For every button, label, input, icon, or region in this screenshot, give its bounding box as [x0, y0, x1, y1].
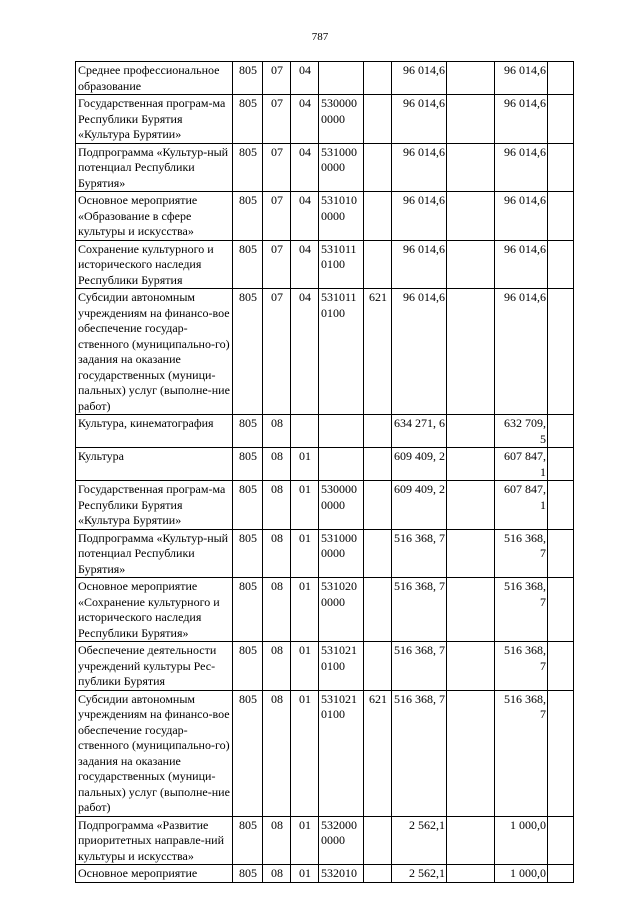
empty-cell: [447, 690, 495, 816]
amount-2-cell: 1 000,0: [495, 865, 548, 883]
target-article-cell: 531021 0100: [319, 642, 364, 691]
subsection-cell: 01: [291, 481, 319, 530]
section-cell: 07: [263, 240, 291, 289]
subsection-cell: 04: [291, 62, 319, 95]
grbs-cell: 805: [233, 481, 263, 530]
empty-cell: [548, 642, 574, 691]
section-cell: 08: [263, 578, 291, 642]
target-article-cell: 531010 0000: [319, 192, 364, 241]
amount-1-cell: 516 368, 7: [392, 690, 447, 816]
target-article-cell: 531020 0000: [319, 578, 364, 642]
grbs-cell: 805: [233, 578, 263, 642]
subsection-cell: 04: [291, 143, 319, 192]
grbs-cell: 805: [233, 192, 263, 241]
empty-cell: [447, 192, 495, 241]
empty-cell: [548, 529, 574, 578]
amount-2-cell: 516 368, 7: [495, 690, 548, 816]
expense-type-cell: [364, 816, 392, 865]
amount-2-cell: 607 847, 1: [495, 448, 548, 481]
empty-cell: [548, 62, 574, 95]
row-name-cell: Основное мероприятие «Сохранение культурного и исторического наследия Республики Бурятия»: [76, 578, 233, 642]
table-row: [76, 816, 574, 865]
subsection-cell: 01: [291, 865, 319, 883]
row-name-cell: Основное мероприятие: [76, 865, 233, 883]
subsection-cell: 01: [291, 578, 319, 642]
row-name-cell: Среднее профессиональное образование: [76, 62, 233, 95]
expense-type-cell: [364, 143, 392, 192]
grbs-cell: 805: [233, 240, 263, 289]
row-name-cell: Государственная програм-ма Республики Бурятия «Культура Бурятии»: [76, 95, 233, 144]
row-name-cell: Обеспечение деятельности учреждений культуры Рес-публики Бурятия: [76, 642, 233, 691]
amount-2-cell: 96 014,6: [495, 192, 548, 241]
section-cell: 08: [263, 529, 291, 578]
empty-cell: [447, 529, 495, 578]
table-row: [76, 690, 574, 816]
amount-2-cell: 516 368, 7: [495, 578, 548, 642]
budget-table: [75, 61, 574, 883]
table-row: [76, 578, 574, 642]
expense-type-cell: [364, 448, 392, 481]
target-article-cell: 531021 0100: [319, 690, 364, 816]
amount-2-cell: 96 014,6: [495, 62, 548, 95]
empty-cell: [548, 415, 574, 448]
empty-cell: [447, 240, 495, 289]
table-row: [76, 481, 574, 530]
empty-cell: [447, 481, 495, 530]
table-row: [76, 95, 574, 144]
expense-type-cell: [364, 240, 392, 289]
amount-1-cell: 96 014,6: [392, 289, 447, 415]
amount-1-cell: 96 014,6: [392, 62, 447, 95]
section-cell: 08: [263, 448, 291, 481]
empty-cell: [447, 415, 495, 448]
section-cell: 07: [263, 192, 291, 241]
subsection-cell: 04: [291, 95, 319, 144]
page-number: 787: [311, 31, 329, 43]
grbs-cell: 805: [233, 143, 263, 192]
amount-2-cell: 516 368, 7: [495, 642, 548, 691]
section-cell: 07: [263, 62, 291, 95]
expense-type-cell: [364, 415, 392, 448]
empty-cell: [548, 143, 574, 192]
empty-cell: [447, 578, 495, 642]
table-row: [76, 143, 574, 192]
row-name-cell: Основное мероприятие «Образование в сфере культуры и искусства»: [76, 192, 233, 241]
empty-cell: [447, 95, 495, 144]
target-article-cell: [319, 415, 364, 448]
empty-cell: [447, 62, 495, 95]
expense-type-cell: [364, 62, 392, 95]
empty-cell: [447, 448, 495, 481]
subsection-cell: 01: [291, 816, 319, 865]
amount-1-cell: 96 014,6: [392, 143, 447, 192]
grbs-cell: 805: [233, 865, 263, 883]
target-article-cell: 531011 0100: [319, 289, 364, 415]
empty-cell: [548, 481, 574, 530]
target-article-cell: [319, 62, 364, 95]
subsection-cell: 04: [291, 240, 319, 289]
amount-1-cell: 516 368, 7: [392, 529, 447, 578]
row-name-cell: Подпрограмма «Развитие приоритетных направле-ний культуры и искусства»: [76, 816, 233, 865]
subsection-cell: 04: [291, 289, 319, 415]
amount-2-cell: 96 014,6: [495, 289, 548, 415]
section-cell: 08: [263, 865, 291, 883]
empty-cell: [548, 578, 574, 642]
table-row: [76, 529, 574, 578]
amount-1-cell: 96 014,6: [392, 240, 447, 289]
grbs-cell: 805: [233, 816, 263, 865]
amount-2-cell: 1 000,0: [495, 816, 548, 865]
subsection-cell: [291, 415, 319, 448]
amount-2-cell: 96 014,6: [495, 240, 548, 289]
subsection-cell: 01: [291, 642, 319, 691]
row-name-cell: Субсидии автономным учреждениям на финансо-вое обеспечение государ-ственного (муниципально-го) задания на оказание государственных (муници-пальных) услуг (выполне-ние работ): [76, 690, 233, 816]
empty-cell: [548, 240, 574, 289]
row-name-cell: Культура, кинематография: [76, 415, 233, 448]
row-name-cell: Культура: [76, 448, 233, 481]
expense-type-cell: [364, 529, 392, 578]
empty-cell: [548, 816, 574, 865]
grbs-cell: 805: [233, 642, 263, 691]
amount-1-cell: 2 562,1: [392, 865, 447, 883]
section-cell: 07: [263, 143, 291, 192]
table-body: [76, 62, 574, 883]
section-cell: 07: [263, 289, 291, 415]
section-cell: 08: [263, 415, 291, 448]
grbs-cell: 805: [233, 289, 263, 415]
table-row: [76, 642, 574, 691]
table-row: [76, 865, 574, 883]
row-name-cell: Субсидии автономным учреждениям на финансо-вое обеспечение государ-ственного (муниципально-го) задания на оказание государственных (муници-пальных) услуг (выполне-ние работ): [76, 289, 233, 415]
row-name-cell: Подпрограмма «Культур-ный потенциал Республики Бурятия»: [76, 529, 233, 578]
amount-1-cell: 516 368, 7: [392, 642, 447, 691]
amount-1-cell: 609 409, 2: [392, 481, 447, 530]
empty-cell: [447, 143, 495, 192]
empty-cell: [548, 289, 574, 415]
amount-2-cell: 96 014,6: [495, 143, 548, 192]
grbs-cell: 805: [233, 448, 263, 481]
table-row: [76, 240, 574, 289]
amount-1-cell: 609 409, 2: [392, 448, 447, 481]
subsection-cell: 01: [291, 529, 319, 578]
target-article-cell: 531000 0000: [319, 529, 364, 578]
grbs-cell: 805: [233, 690, 263, 816]
target-article-cell: 532000 0000: [319, 816, 364, 865]
empty-cell: [548, 192, 574, 241]
empty-cell: [548, 690, 574, 816]
grbs-cell: 805: [233, 529, 263, 578]
section-cell: 08: [263, 816, 291, 865]
section-cell: 07: [263, 95, 291, 144]
empty-cell: [548, 95, 574, 144]
section-cell: 08: [263, 690, 291, 816]
row-name-cell: Государственная програм-ма Республики Бурятия «Культура Бурятии»: [76, 481, 233, 530]
target-article-cell: 530000 0000: [319, 481, 364, 530]
amount-2-cell: 607 847, 1: [495, 481, 548, 530]
expense-type-cell: [364, 95, 392, 144]
amount-1-cell: 96 014,6: [392, 95, 447, 144]
expense-type-cell: [364, 192, 392, 241]
section-cell: 08: [263, 642, 291, 691]
table-row: [76, 289, 574, 415]
table-row: [76, 448, 574, 481]
grbs-cell: 805: [233, 62, 263, 95]
expense-type-cell: 621: [364, 289, 392, 415]
empty-cell: [447, 289, 495, 415]
subsection-cell: 01: [291, 690, 319, 816]
empty-cell: [447, 816, 495, 865]
empty-cell: [447, 642, 495, 691]
grbs-cell: 805: [233, 415, 263, 448]
target-article-cell: 531000 0000: [319, 143, 364, 192]
table-row: [76, 192, 574, 241]
expense-type-cell: [364, 481, 392, 530]
amount-1-cell: 2 562,1: [392, 816, 447, 865]
amount-1-cell: 634 271, 6: [392, 415, 447, 448]
expense-type-cell: [364, 642, 392, 691]
target-article-cell: 531011 0100: [319, 240, 364, 289]
expense-type-cell: [364, 578, 392, 642]
empty-cell: [548, 865, 574, 883]
row-name-cell: Подпрограмма «Культур-ный потенциал Республики Бурятия»: [76, 143, 233, 192]
grbs-cell: 805: [233, 95, 263, 144]
subsection-cell: 04: [291, 192, 319, 241]
amount-2-cell: 96 014,6: [495, 95, 548, 144]
section-cell: 08: [263, 481, 291, 530]
expense-type-cell: [364, 865, 392, 883]
subsection-cell: 01: [291, 448, 319, 481]
target-article-cell: [319, 448, 364, 481]
table-row: [76, 415, 574, 448]
table-row: [76, 62, 574, 95]
target-article-cell: 532010: [319, 865, 364, 883]
amount-2-cell: 516 368, 7: [495, 529, 548, 578]
amount-1-cell: 516 368, 7: [392, 578, 447, 642]
row-name-cell: Сохранение культурного и исторического наследия Республики Бурятия: [76, 240, 233, 289]
amount-1-cell: 96 014,6: [392, 192, 447, 241]
empty-cell: [447, 865, 495, 883]
expense-type-cell: 621: [364, 690, 392, 816]
amount-2-cell: 632 709, 5: [495, 415, 548, 448]
empty-cell: [548, 448, 574, 481]
target-article-cell: 530000 0000: [319, 95, 364, 144]
